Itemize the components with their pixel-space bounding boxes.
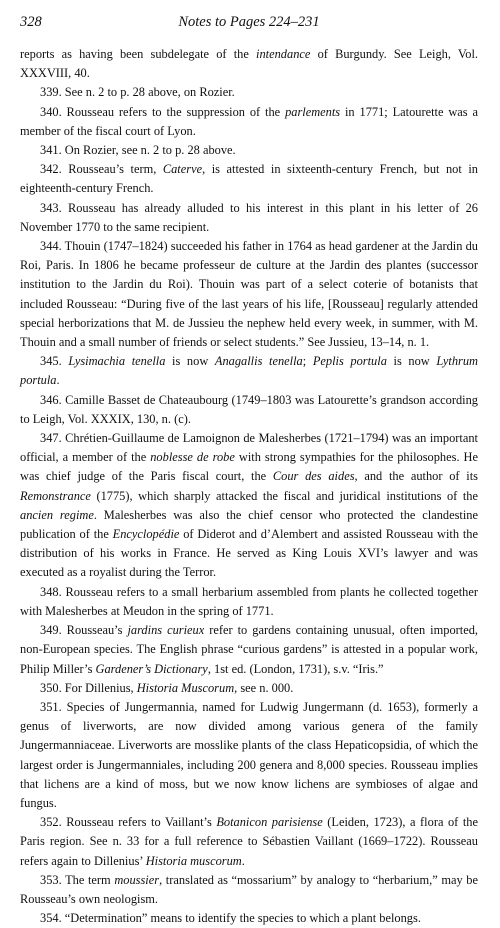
continued-note: reports as having been subdelegate of the intendance of Burgundy. See Leigh, Vol. XXXVIII, 40. (20, 47, 478, 81)
italic-term: moussier (114, 872, 160, 887)
footnote (20, 698, 478, 813)
italic-term: jardins curieux (127, 623, 205, 638)
footnote-number: 341. (40, 143, 62, 158)
footnote-number: 340. (40, 104, 62, 119)
italic-term: Remonstrance (20, 488, 91, 503)
footnote-text: Camille Basset de Chateaubourg (1749–1803 was Latourette’s grandson according to Leigh, Vol. XXXIX, 130, n. (c). (20, 392, 478, 426)
italic-term: Peplis portula (312, 354, 387, 369)
footnote-text: , is attested in sixteenth-century French, but not in eighteenth-century French. (20, 162, 478, 196)
footnote-text: Thouin (1747–1824) succeeded his father in 1764 as head gardener at the Jardin du Roi, Paris. In 1806 he became professeur de culture at the Jardin des plantes (successor institution to the Jardin du Roi). Thouin was part of a select coterie of botanists that included Rousseau: “During five of the last years of his life, [Rousseau] regularly attended special herborizations that M. de Jussieu the nephew held every week, in summer, with M. Thouin and a small number of friends or select students.” See Jussieu, 13–14, n. 1. (20, 239, 478, 350)
italic-term: Historia muscorum (145, 853, 242, 868)
footnote-number: 339. (40, 85, 62, 100)
footnote (20, 199, 478, 237)
footnote (20, 103, 478, 141)
footnote (20, 352, 478, 390)
footnote-text: Chrétien-Guillaume de Lamoignon de Malesherbes (1721–1794) was an important official, a member of the (20, 431, 478, 465)
footnote-text: Rousseau refers to a small herbarium assembled from plants he collected together with Malesherbes at Meudon in the spring of 1771. (20, 584, 478, 618)
italic-term: intendance (256, 47, 311, 61)
footnote-text: . Malesherbes was also the chief censor who protected the clandestine publication of the (20, 507, 478, 542)
footnote-text: is now (386, 354, 437, 369)
footnote-number: 346. (40, 392, 62, 407)
footnote-number: 342. (40, 162, 62, 177)
footnote-number: 353. (40, 872, 62, 887)
footnote-text: in 1771; Latourette was a member of the fiscal court of Lyon. (20, 104, 478, 138)
footnote-number: 349. (40, 623, 62, 638)
footnote-number: 344. (40, 239, 62, 254)
footnote (20, 141, 478, 160)
footnote-text: . (56, 373, 60, 388)
footnote (20, 429, 478, 583)
footnote-number: 348. (40, 584, 62, 599)
italic-term: parlements (285, 104, 341, 119)
footnote-number: 351. (40, 699, 62, 714)
footnote-text: is now (165, 354, 215, 369)
footnote-number: 354. (40, 911, 62, 926)
italic-term: Botanicon parisiense (216, 815, 323, 830)
footnote-text: ; (302, 354, 313, 369)
footnote (20, 583, 478, 621)
footnote-text: Rousseau has already alluded to his interest in this plant in his letter of 26 November 1770 to the same recipient. (20, 200, 478, 234)
italic-term: Lythrum portula (20, 354, 478, 388)
footnote (20, 391, 478, 429)
footnote (20, 813, 478, 871)
footnote (20, 621, 478, 679)
footnote-text: refer to gardens containing unusual, often imported, non-European species. The English phrase “curious gardens” is attested in a popular work, Philip Miller’s (20, 623, 478, 676)
footnote-number: 345. (40, 354, 62, 369)
page-header (20, 14, 478, 40)
italic-term: Lysimachia tenella (68, 354, 166, 369)
footnote-text: On Rozier, see n. 2 to p. 28 above. (61, 143, 236, 158)
footnote (20, 83, 478, 102)
italic-term: Cour des aides (272, 469, 355, 484)
footnote-text: . (241, 853, 245, 868)
italic-term: Historia Muscorum (136, 680, 235, 695)
footnote-text: Species of Jungermannia, named for Ludwig Jungermann (d. 1653), formerly a genus of liverworts, are now divided among various genera of the family Jungermanniaceae. Liverworts are mosslike plants of the class Hepaticopsidia, of which the largest order is Jungermanniales, including 200 genera and 8,000 species. Rousseau implies that lichens are a kind of moss, but we now know lichens are symbioses of algae and fungus. (20, 699, 478, 810)
italic-term: Caterve (162, 162, 203, 177)
footnote-text: of Diderot and d’Alembert and assisted Rousseau with the distribution of his works in France. He served as King Louis XVI’s lawyer and was executed as a royalist during the Terror. (20, 527, 478, 580)
italic-term: Encyclopédie (112, 527, 180, 542)
notes-body (20, 45, 478, 928)
footnote-text: , 1st ed. (London, 1731), s.v. “Iris.” (207, 661, 384, 676)
footnote (20, 909, 478, 928)
footnote-number: 350. (40, 680, 62, 695)
footnote-text: Rousseau refers to the suppression of the (61, 104, 286, 119)
footnote-text: Rousseau’s (61, 623, 128, 638)
footnote-text: See n. 2 to p. 28 above, on Rozier. (61, 85, 235, 100)
footnote (20, 871, 478, 909)
footnote (20, 679, 478, 698)
footnote-text: Rousseau’s term, (61, 162, 163, 177)
footnote-number: 352. (40, 815, 62, 830)
footnote-number: 347. (40, 431, 62, 446)
footnote-text: Rousseau refers to Vaillant’s (61, 815, 217, 830)
footnote (20, 160, 478, 198)
footnote-text: The term (61, 872, 115, 887)
footnote-text: , and the author of its (354, 469, 478, 484)
footnote-text: For Dillenius, (61, 680, 137, 695)
footnote-text: , translated as “mossarium” by analogy to “herbarium,” may be Rousseau’s own neologism. (20, 872, 478, 906)
running-head: Notes to Pages 224–231 (178, 14, 320, 30)
footnote-text: with strong sympathies for the philosophes. He was chief judge of the Paris fiscal court, the (20, 450, 478, 484)
footnote-number: 343. (40, 200, 62, 215)
footnote-text: (Leiden, 1723), a flora of the Paris region. See n. 33 for a full reference to Sébastien Vaillant (1669–1722). Rousseau refers again to Dillenius’ (20, 815, 478, 868)
book-page (20, 14, 478, 928)
footnote-text: (1775), which sharply attacked the fiscal and juridical institutions of the (90, 488, 478, 503)
italic-term: Gardener’s Dictionary (95, 661, 208, 676)
footnote (20, 237, 478, 352)
page-number: 328 (20, 14, 42, 30)
italic-term: Anagallis tenella (214, 354, 303, 369)
footnote-text: , see n. 000. (234, 680, 294, 695)
footnote-text: “Determination” means to identify the species to which a plant belongs. (61, 911, 421, 926)
italic-term: noblesse de robe (150, 450, 235, 465)
italic-term: ancien regime (20, 507, 94, 522)
